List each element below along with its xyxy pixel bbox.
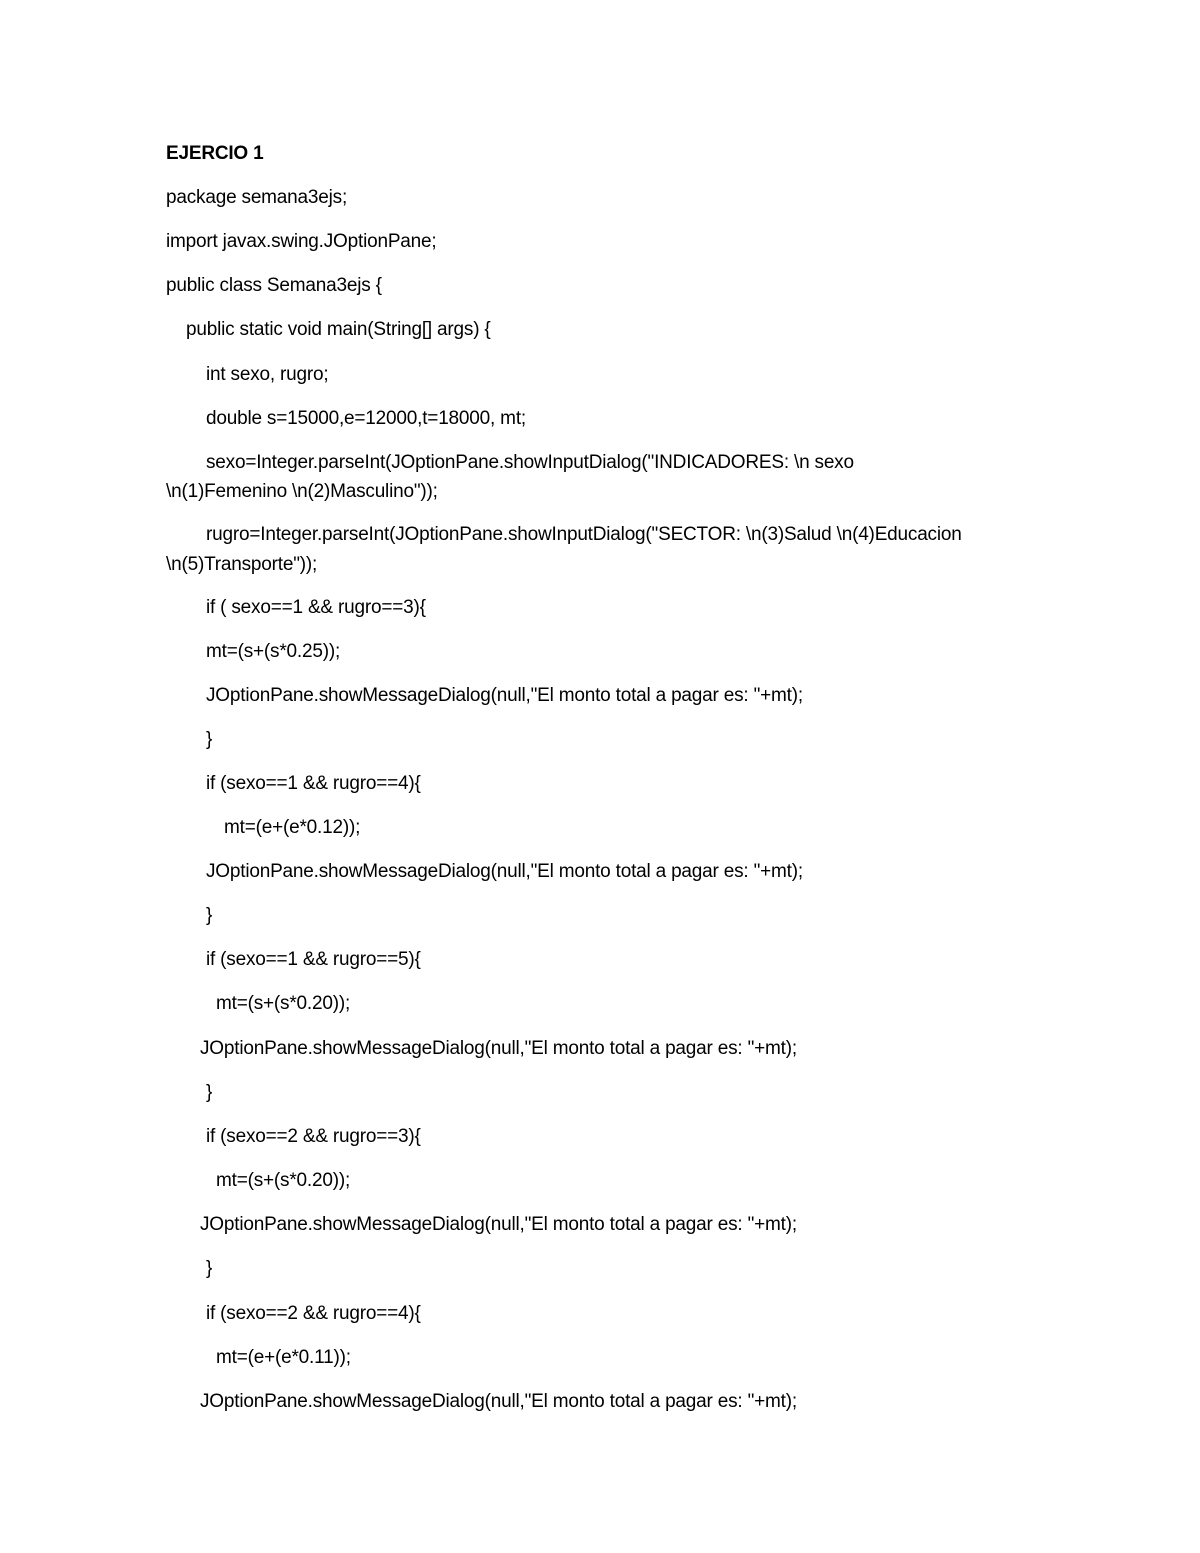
code-line: mt=(s+(s*0.20)); bbox=[216, 993, 351, 1014]
code-line: } bbox=[206, 1082, 213, 1103]
code-line: JOptionPane.showMessageDialog(null,"El monto total a pagar es: "+mt); bbox=[200, 1214, 797, 1235]
code-line: sexo=Integer.parseInt(JOptionPane.showInputDialog("INDICADORES: \n sexo bbox=[206, 452, 854, 473]
code-line: if (sexo==2 && rugro==3){ bbox=[206, 1126, 421, 1147]
code-line: rugro=Integer.parseInt(JOptionPane.showInputDialog("SECTOR: \n(3)Salud \n(4)Educacion bbox=[206, 524, 962, 545]
document-title: EJERCIO 1 bbox=[166, 143, 264, 164]
code-line: if (sexo==1 && rugro==5){ bbox=[206, 949, 421, 970]
code-line: \n(5)Transporte")); bbox=[166, 554, 318, 575]
code-line: if (sexo==1 && rugro==4){ bbox=[206, 773, 421, 794]
code-line: } bbox=[206, 729, 213, 750]
code-line: package semana3ejs; bbox=[166, 187, 348, 208]
code-line: JOptionPane.showMessageDialog(null,"El monto total a pagar es: "+mt); bbox=[206, 685, 803, 706]
code-line: mt=(s+(s*0.20)); bbox=[216, 1170, 351, 1191]
code-line: int sexo, rugro; bbox=[206, 364, 329, 385]
code-line: public static void main(String[] args) { bbox=[186, 319, 491, 340]
code-line: mt=(s+(s*0.25)); bbox=[206, 641, 341, 662]
code-line: JOptionPane.showMessageDialog(null,"El monto total a pagar es: "+mt); bbox=[200, 1038, 797, 1059]
code-line: mt=(e+(e*0.12)); bbox=[224, 817, 361, 838]
code-line: \n(1)Femenino \n(2)Masculino")); bbox=[166, 481, 438, 502]
code-line: import javax.swing.JOptionPane; bbox=[166, 231, 437, 252]
code-line: if (sexo==2 && rugro==4){ bbox=[206, 1303, 421, 1324]
code-line: JOptionPane.showMessageDialog(null,"El monto total a pagar es: "+mt); bbox=[200, 1391, 797, 1412]
code-line: } bbox=[206, 1258, 213, 1279]
code-line: mt=(e+(e*0.11)); bbox=[216, 1347, 351, 1368]
code-line: double s=15000,e=12000,t=18000, mt; bbox=[206, 408, 526, 429]
code-line: } bbox=[206, 905, 213, 926]
code-line: public class Semana3ejs { bbox=[166, 275, 382, 296]
code-line: JOptionPane.showMessageDialog(null,"El monto total a pagar es: "+mt); bbox=[206, 861, 803, 882]
code-line: if ( sexo==1 && rugro==3){ bbox=[206, 597, 426, 618]
